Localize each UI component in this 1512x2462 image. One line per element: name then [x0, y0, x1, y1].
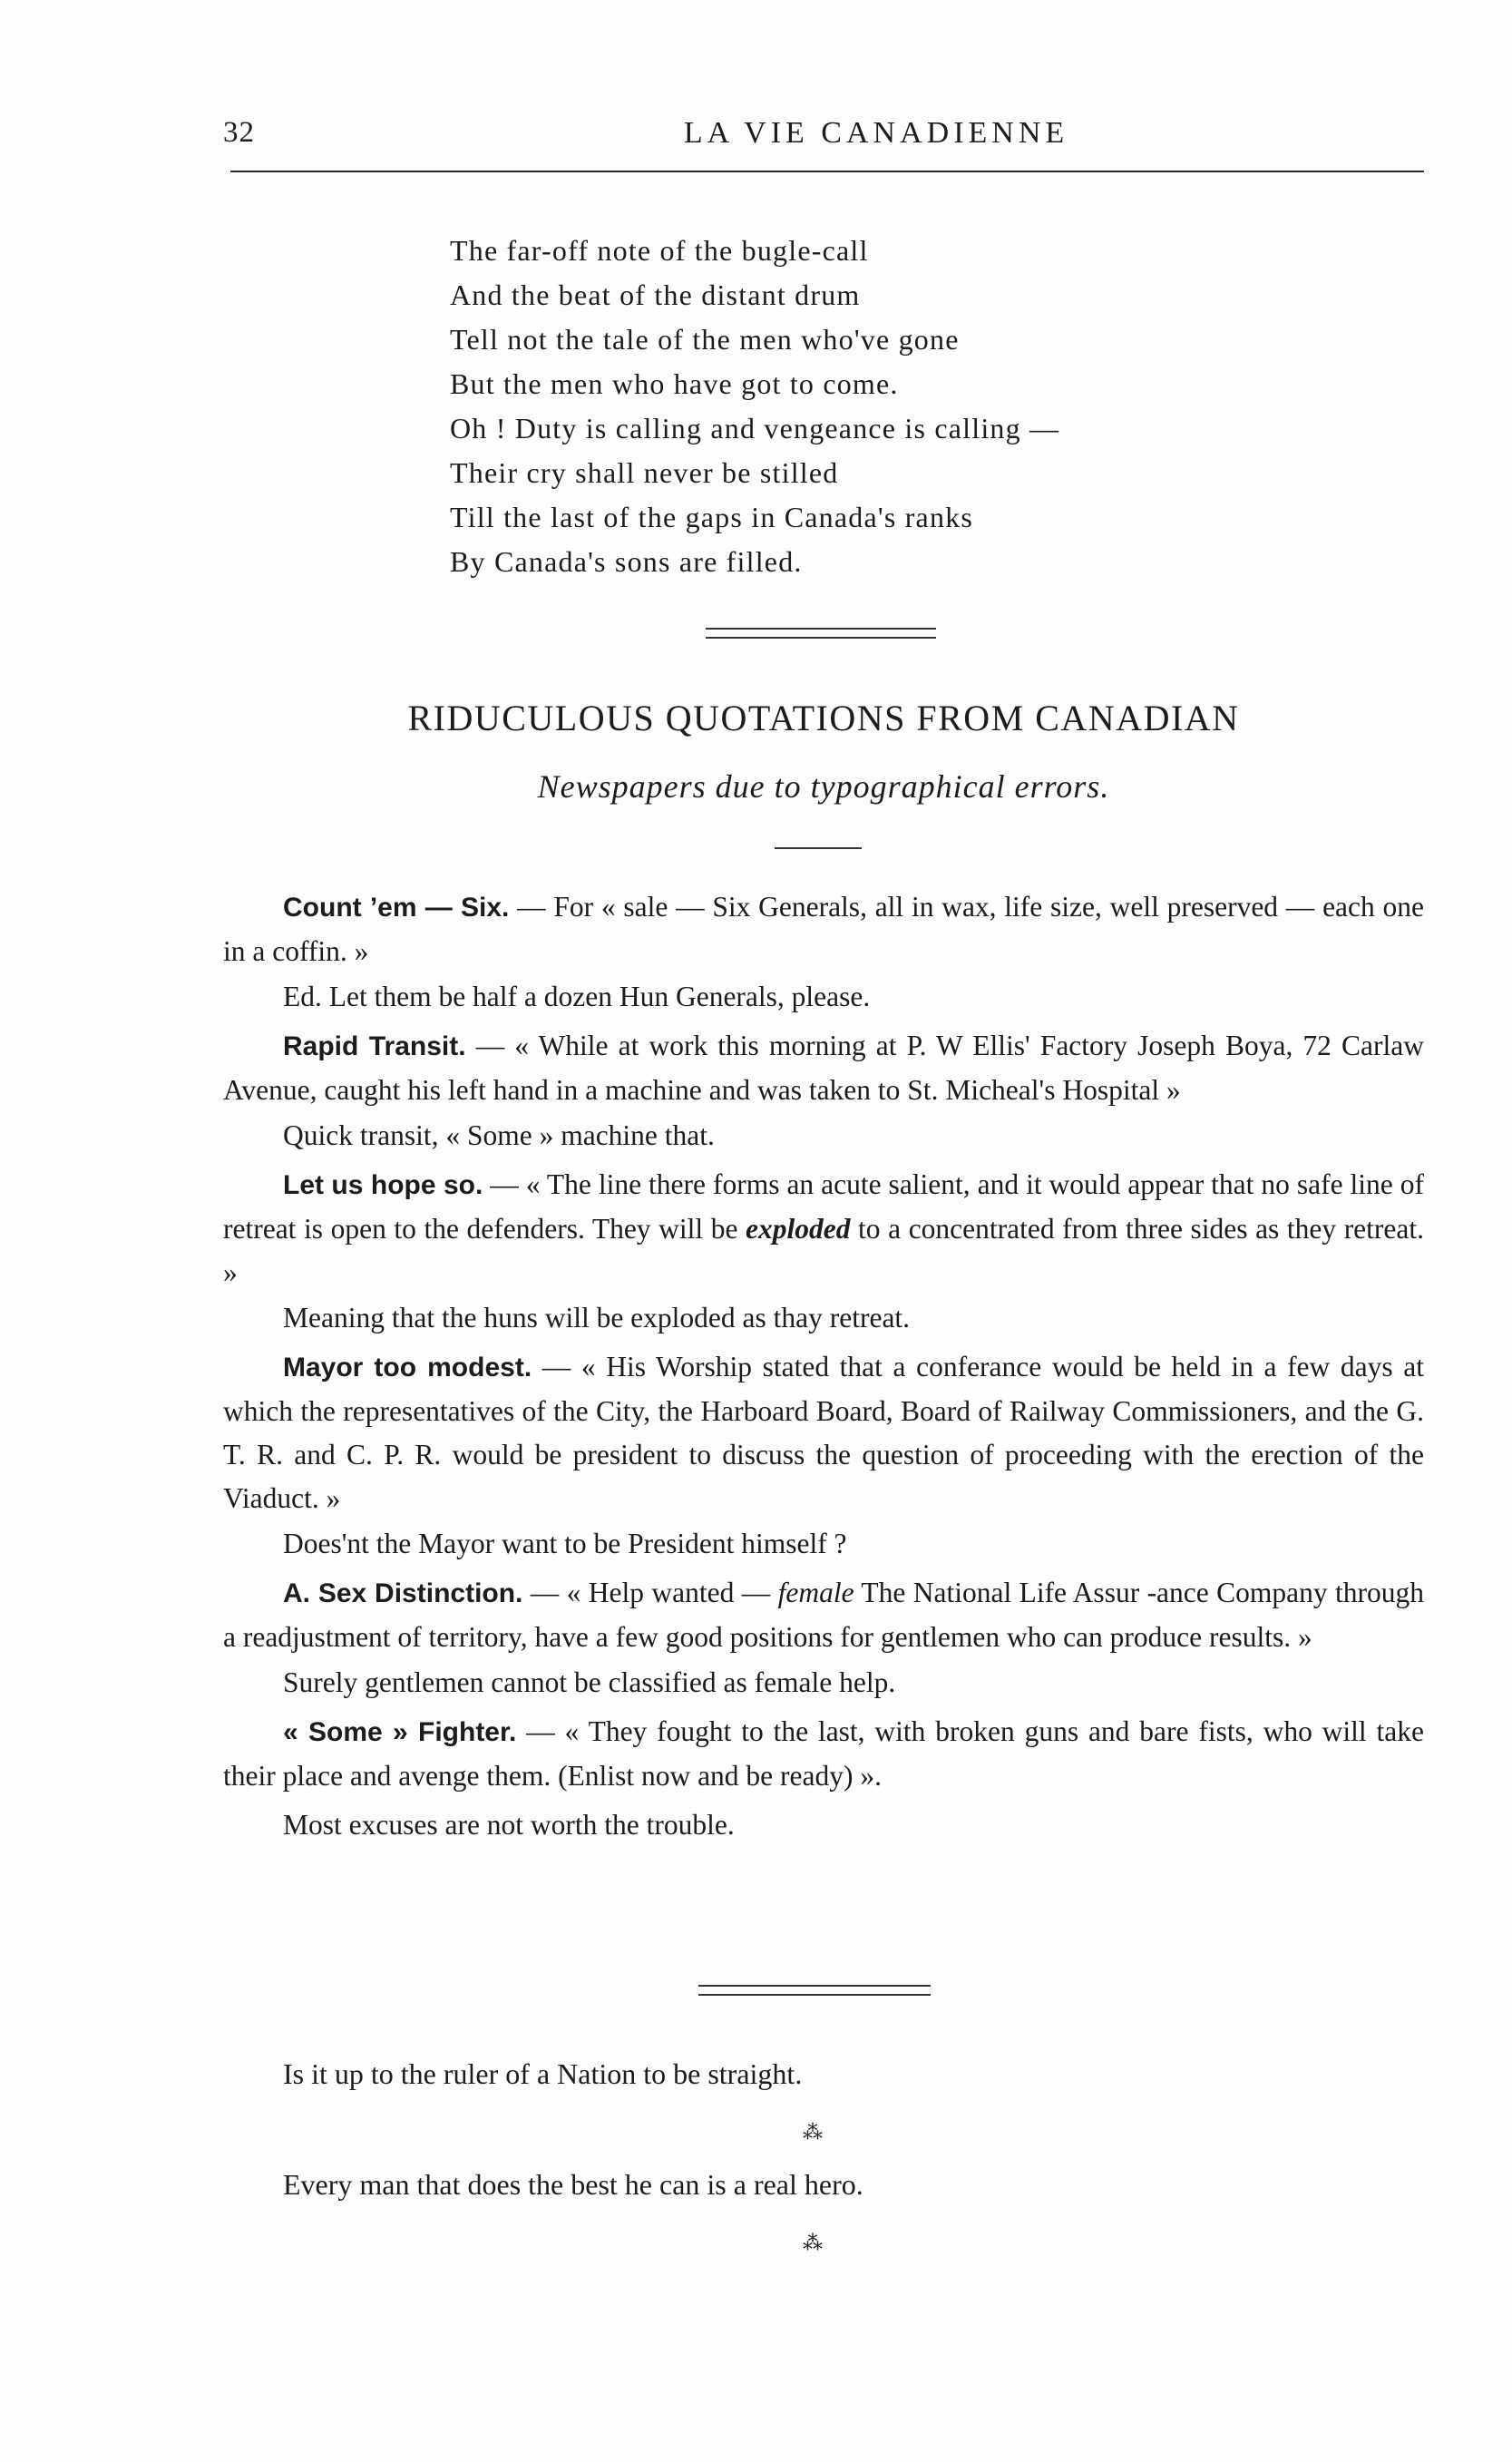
- quotation-heading: A. Sex Distinction.: [283, 1578, 523, 1608]
- quotation-body: — « His Worship stated that a conferance would be held in a few days at which the representatives of the City, the Harboard Board, Board of Railway Commissioners, and the G. T. R. and C. P. R. would be president to discuss the question of proceeding with the erection of the Viaduct. »: [223, 1351, 1424, 1514]
- closing-divider: [698, 1985, 931, 1996]
- quotation-heading-prefix: «: [283, 1717, 308, 1747]
- section-divider: [706, 628, 936, 639]
- quotation-entry: [223, 885, 1424, 1019]
- header-rule: [230, 171, 1424, 172]
- quotation-body: — « They fought to the last, with broken guns and bare fists, who will take their place and avenge them. (Enlist now and be ready) ».: [223, 1715, 1424, 1792]
- quotation-entry: [223, 1571, 1424, 1705]
- editor-comment: Meaning that the huns will be exploded as thay retreat.: [283, 1302, 911, 1334]
- quotation-list: [223, 885, 1424, 1847]
- asterism: ⁂: [803, 2232, 823, 2255]
- poem-line: Tell not the tale of the men who've gone: [450, 323, 960, 356]
- poem-line: And the beat of the distant drum: [450, 278, 861, 311]
- poem-line: Their cry shall never be stilled: [450, 456, 839, 489]
- quotation-text: [223, 1163, 1424, 1295]
- maxim-ruler: Is it up to the ruler of a Nation to be straight.: [283, 2057, 803, 2090]
- quotation-text: [223, 1345, 1424, 1520]
- asterism: ⁂: [803, 2122, 823, 2144]
- poem-line: Till the last of the gaps in Canada's ranks: [450, 501, 974, 533]
- quotation-heading: Count ’em — Six.: [283, 893, 510, 923]
- poem-line: But the men who have got to come.: [450, 367, 899, 400]
- quotation-body: — « While at work this morning at P. W Ellis' Factory Joseph Boya, 72 Carlaw Avenue, caught his left hand in a machine and was taken to St. Micheal's Hospital »: [223, 1030, 1424, 1106]
- maxim-hero: Every man that does the best he can is a real hero.: [283, 2168, 863, 2201]
- quotation-text: [223, 885, 1424, 973]
- quotation-text: [223, 1710, 1424, 1798]
- editor-comment: Quick transit, « Some » machine that.: [283, 1119, 715, 1151]
- quotation-emphasis: female: [777, 1577, 854, 1608]
- poem-line: Oh ! Duty is calling and vengeance is calling —: [450, 412, 1060, 445]
- quotation-heading: Rapid Transit.: [283, 1031, 466, 1061]
- quotation-entry: [223, 1024, 1424, 1158]
- editor-comment: Ed. Let them be half a dozen Hun Generals, please.: [283, 981, 871, 1012]
- quotation-entry: [223, 1163, 1424, 1340]
- subtitle-rule: [775, 847, 862, 849]
- editor-comment: Surely gentlemen cannot be classified as female help.: [283, 1666, 896, 1698]
- editor-comment: Does'nt the Mayor want to be President himself ?: [283, 1528, 847, 1559]
- section-title: RIDUCULOUS QUOTATIONS FROM CANADIAN: [407, 698, 1240, 738]
- running-title: LA VIE CANADIENNE: [683, 116, 1069, 150]
- quotation-text: [223, 1571, 1424, 1659]
- poem-line: By Canada's sons are filled.: [450, 545, 803, 578]
- quotation-body: — « The line there forms an acute salient, and it would appear that no safe line of retreat is open to the defenders. They will be: [223, 1168, 1424, 1245]
- quotation-heading: Some » Fighter.: [308, 1717, 517, 1747]
- quotation-heading: Mayor too modest.: [283, 1353, 532, 1382]
- poem: [450, 229, 1266, 584]
- poem-line: The far-off note of the bugle-call: [450, 234, 869, 267]
- closing-line: [223, 2052, 1424, 2096]
- quotation-entry: [223, 1345, 1424, 1566]
- quotation-text: [223, 1024, 1424, 1112]
- section-subtitle: Newspapers due to typographical errors.: [537, 768, 1110, 805]
- page-header: [223, 116, 1424, 161]
- quotation-entry: [223, 1710, 1424, 1847]
- page-number: 32: [223, 116, 255, 149]
- quotation-heading: Let us hope so.: [283, 1170, 483, 1200]
- editor-comment: Most excuses are not worth the trouble.: [283, 1809, 735, 1841]
- quotation-emphasis: exploded: [746, 1213, 851, 1245]
- closing-line: [223, 2163, 1424, 2206]
- quotation-body-end: The National Life Assur -ance Company through a readjustment of territory, have a few good positions for gentlemen who can produce results. »: [223, 1577, 1424, 1653]
- quotation-body-end: to a concentrated from three sides as they retreat. »: [223, 1213, 1424, 1288]
- quotation-body: — For « sale — Six Generals, all in wax, life size, well preserved — each one in a coffin. »: [223, 891, 1424, 967]
- quotation-body: — « Help wanted —: [522, 1577, 778, 1608]
